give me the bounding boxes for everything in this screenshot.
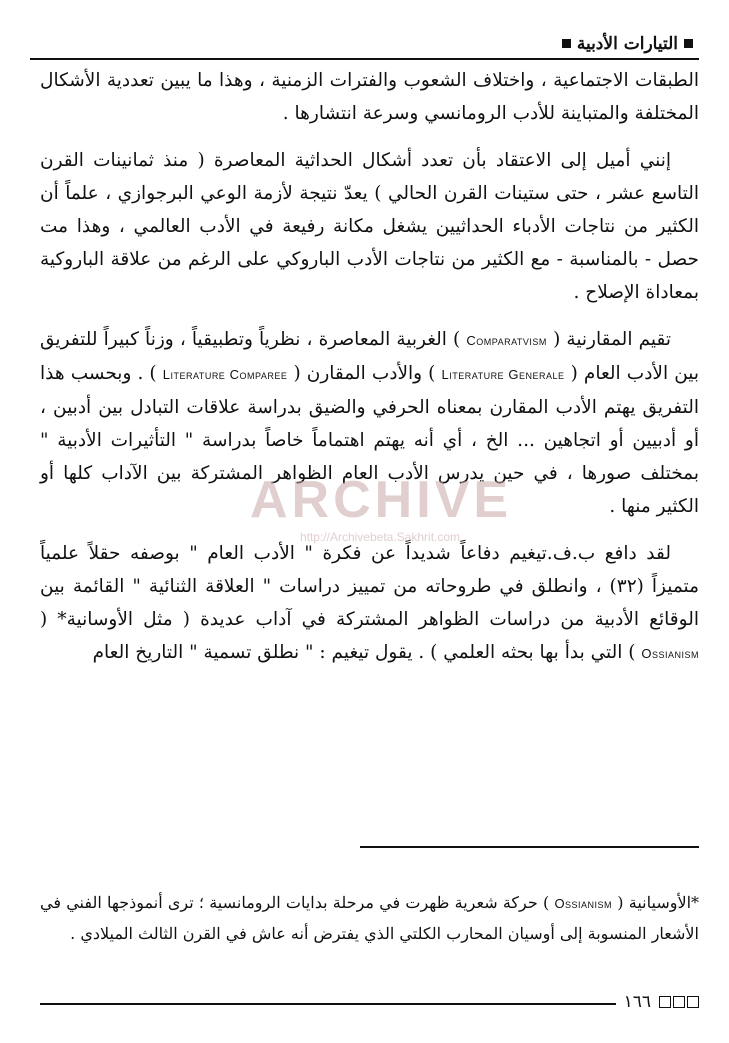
latin-term: Ossianism — [554, 896, 613, 911]
header-square-icon — [562, 39, 571, 48]
paragraph-3-text: ) الغربية المعاصرة ، نظرياً وتطبيقياً ، وزناً كبيراً للتفريق بين الأدب العام ( — [40, 329, 700, 384]
paragraph-4-text: لقد دافع ب.ف.تيغيم دفاعاً شديداً عن فكرة " الأدب العام " بوصفه حقلاً علمياً متميزاً (٣٢) ، وانطلق في طروحاته من تمييز دراسات " العلاقة الثنائية " القائمة بين الوقائع الأدبية من دراسات الظواهر المشتركة في آداب عديدة ( مثل الأوسانية* ( — [40, 543, 700, 630]
watermark-url: http://Archivebeta.Sakhrit.com — [299, 530, 461, 544]
footer-rule — [40, 1003, 616, 1005]
watermark-logo: ARCHIVE — [250, 471, 513, 529]
paragraph-4-text: ) التي بدأ بها بحثه العلمي ) . يقول تيغيم : " نطلق تسمية " التاريخ العام — [92, 642, 636, 663]
paragraph-3-text: ) والأدب المقارن ( — [293, 363, 436, 384]
latin-term: Literature Comparee — [162, 367, 288, 382]
paragraph-3-text: ) . وبحسب هذا التفريق يهتم الأدب المقارن بمعناه الحرفي والضيق بدراسة علاقات التبادل بين أدبين ، أو أدبيين أو اتجاهين ... الخ ، أي أنه يهتم اهتماماً خاصاً بدراسة " التأثيرات الأدبية " بمختلف صورها ، في حين يدرس الأدب العام الظواهر المشتركة بين الآداب كلها أو الكثير منها . — [40, 363, 699, 517]
page-footer — [40, 990, 699, 1014]
footer-boxes-icon — [659, 996, 699, 1008]
header-square-icon — [684, 39, 693, 48]
latin-term: Comparatvism — [466, 333, 547, 348]
watermark — [250, 470, 513, 600]
running-header — [30, 30, 699, 60]
header-title: التيارات الأدبية — [576, 34, 678, 54]
footnote-separator — [360, 846, 699, 848]
paragraph-3-text: تقيم المقارنية ( — [553, 329, 671, 350]
page-number: ١٦٦ — [623, 992, 651, 1012]
paragraph-2: إنني أميل إلى الاعتقاد بأن تعدد أشكال الحداثية المعاصرة ( منذ ثمانينات القرن التاسع عشر ، حتى ستينات القرن الحالي ) يعدّ نتيجة لأزمة الوعي البرجوازي ، علماً أن الكثير من نتاجات الأدباء الحداثيين يشغل مكانة رفيعة في الأدب العالمي ، وهذا مت حصل - بالمناسبة - مع الكثير من نتاجات الأدب الباروكي على الرغم من علاقة الباروكية بمعاداة الإصلاح . — [40, 150, 699, 303]
footnote-text: *الأوسيانية ( — [617, 893, 700, 912]
latin-term: Literature Generale — [441, 367, 565, 382]
footnote-text: ) حركة شعرية ظهرت في مرحلة بدايات الرومانسية ؛ ترى أنموذجها الفني في الأشعار المنسوبة إلى أوسيان المحارب الكلتي الذي يفترض أنه عاش في القرن الثالث الميلادي . — [40, 893, 699, 943]
footnote — [40, 888, 699, 949]
paragraph-1: الطبقات الاجتماعية ، واختلاف الشعوب والفترات الزمنية ، وهذا ما يبين تعددية الأشكال المختلفة والمتباينة للأدب الرومانسي وسرعة انتشارها . — [40, 70, 699, 124]
latin-term: Ossianism — [641, 646, 699, 661]
